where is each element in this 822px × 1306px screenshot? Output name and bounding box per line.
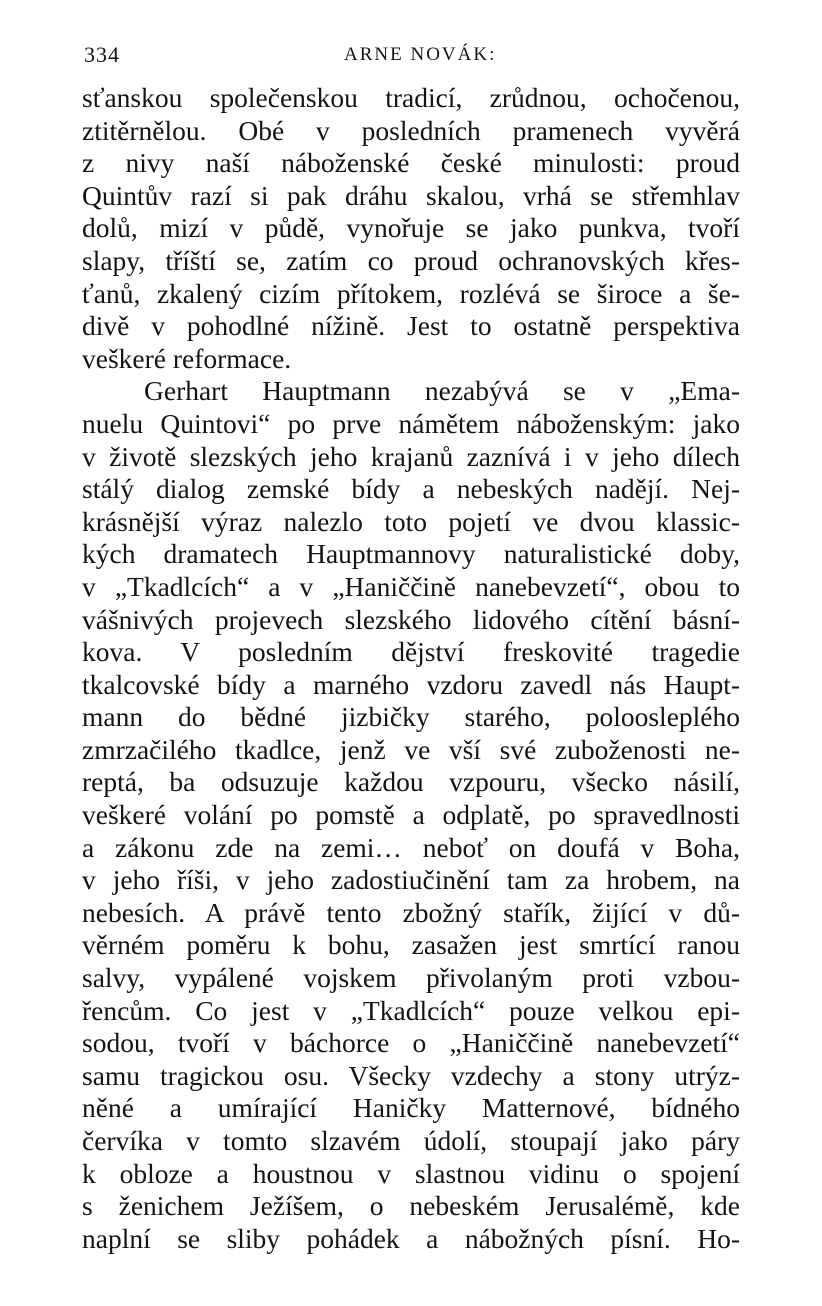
text-line: nuelu Quintovi“ po prve námětem náboženským: jako [82,407,740,439]
text-line: sťanskou společenskou tradicí, zrůdnou, ochočenou, [82,82,740,113]
text-line: sodou, tvoří v báchorce o „Haniččině nanebevzetí“ [82,1027,740,1059]
text-line: tkalcovské bídy a marného vzdoru zavedl nás Haupt- [82,668,740,700]
text-line: věrném poměru k bohu, zasažen jest smrtící ranou [82,929,740,961]
page-number: 334 [84,42,120,67]
text-line: veškeré reformace. [82,342,292,374]
body-text [82,82,740,1255]
text-line: řencům. Co jest v „Tkadlcích“ pouze velkou epi- [82,994,740,1026]
text-line: dolů, mizí v půdě, vynořuje se jako punkva, tvoří [82,212,740,244]
text-line: zmrzačilého tkadlce, jenž ve vší své zuboženosti ne- [82,733,740,765]
text-line: něné a umírající Haničky Matternové, bídného [82,1092,740,1124]
text-line: Quintův razí si pak dráhu skalou, vrhá se střemhlav [82,179,740,211]
text-line: kova. V posledním dějství freskovité tragedie [82,636,740,668]
text-line: Gerhart Hauptmann nezabývá se v „Ema- [144,375,740,407]
text-line: k obloze a houstnou v slastnou vidinu o spojení [82,1157,740,1189]
text-line: z nivy naší náboženské české minulosti: proud [82,147,740,179]
text-line: v „Tkadlcích“ a v „Haniččině nanebevzetí“, obou to [82,570,740,602]
running-head [84,42,744,72]
text-line: veškeré volání po pomstě a odplatě, po spravedlnosti [82,799,740,831]
text-line: v životě slezských jeho krajanů zaznívá i v jeho dílech [82,440,740,472]
text-line: s ženichem Ježíšem, o nebeském Jerusalémě, kde [82,1190,740,1222]
text-line: mann do bědné jizbičky starého, poloosleplého [82,701,740,733]
text-line: naplní se sliby pohádek a nábožných písní. Ho- [82,1222,740,1254]
text-line: salvy, vypálené vojskem přivolaným proti vzbou- [82,962,740,994]
text-line: a zákonu zde na zemi… neboť on doufá v Boha, [82,831,740,863]
text-line: červíka v tomto slzavém údolí, stoupají jako páry [82,1125,740,1156]
text-line: divě v pohodlné nížině. Jest to ostatně perspektiva [82,310,740,342]
text-line: kých dramatech Hauptmannovy naturalistické doby, [82,538,740,570]
text-line: samu tragickou osu. Všecky vzdechy a stony utrýz- [82,1059,740,1091]
text-line: nebesích. A právě tento zbožný stařík, žijící v dů- [82,896,740,928]
text-line: ťanů, zkalený cizím přítokem, rozlévá se široce a še- [82,277,740,309]
text-line: slapy, tříští se, zatím co proud ochranovských křes- [82,244,740,276]
text-line: reptá, ba odsuzuje každou vzpouru, všecko násilí, [82,766,740,798]
text-line: krásnější výraz nalezlo toto pojetí ve dvou klassic- [82,505,740,537]
running-title: ARNE NOVÁK: [344,44,497,65]
text-line: vášnivých projevech slezského lidového cítění básní- [82,603,740,635]
text-line: ztitěrnělou. Obé v posledních pramenech vyvěrá [82,114,740,146]
text-line: v jeho říši, v jeho zadostiučinění tam za hrobem, na [82,864,740,896]
text-line: stálý dialog zemské bídy a nebeských nadějí. Nej- [82,473,740,505]
